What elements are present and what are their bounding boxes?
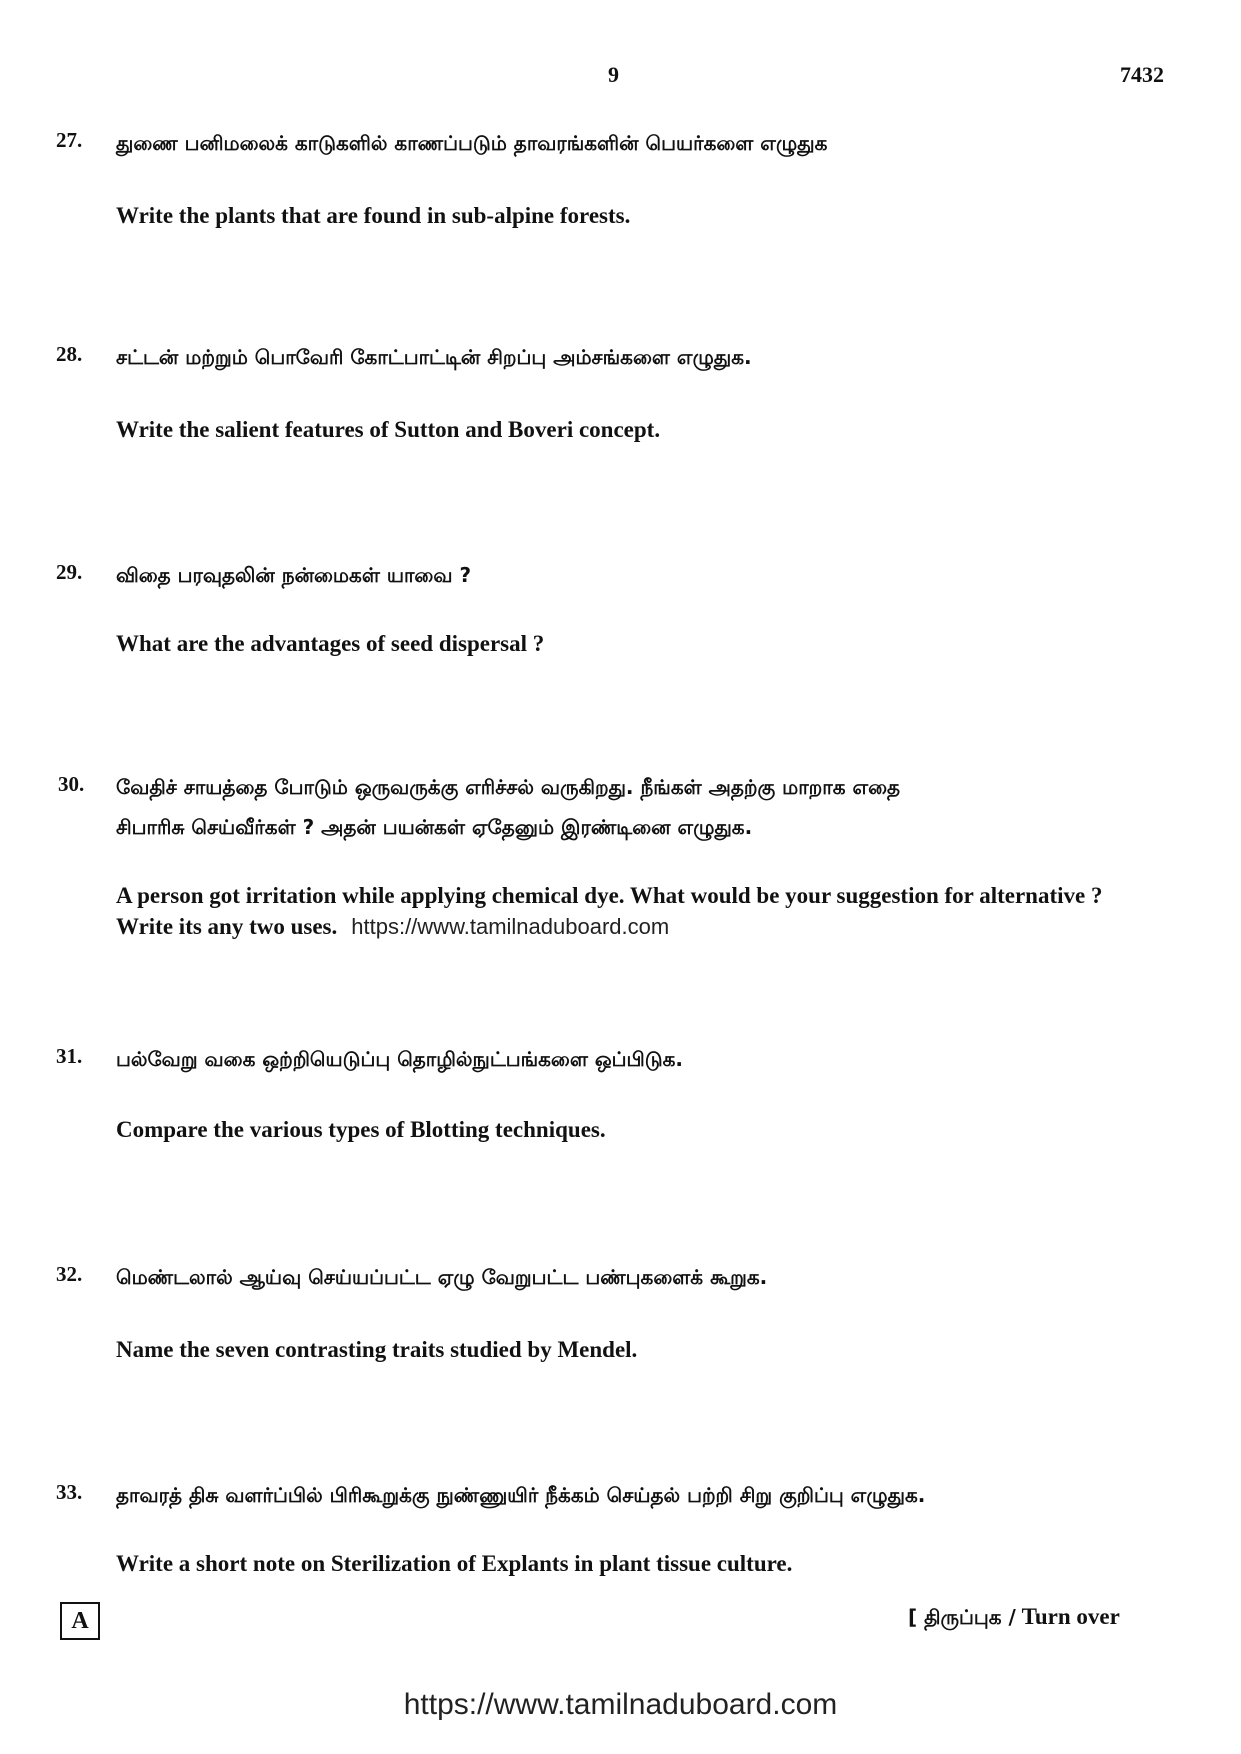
question-text-tamil-line-2: சிபாரிசு செய்வீர்கள் ? அதன் பயன்கள் ஏதேனும் இரண்டினை எழுதுக.: [116, 815, 753, 839]
question-set-label: A: [60, 1602, 100, 1640]
question-text-english-body: A person got irritation while applying chemical dye. What would be your suggestion for alternative ? Write its any two uses.: [116, 883, 1103, 939]
question-number: 27.: [56, 128, 83, 152]
turn-over-note: [908, 1604, 1120, 1632]
question-text-english: Compare the various types of Blotting techniques.: [116, 1117, 606, 1142]
question-text-english: Name the seven contrasting traits studied by Mendel.: [116, 1337, 638, 1362]
question-number: 29.: [56, 560, 83, 584]
question-text-english: [116, 880, 1116, 942]
question-number: 31.: [56, 1044, 83, 1068]
footer-watermark-url: https://www.tamilnaduboard.com: [403, 1688, 838, 1721]
question-text-tamil-line-1: வேதிச் சாயத்தை போடும் ஒருவருக்கு எரிச்சல் வருகிறது. நீங்கள் அதற்கு மாறாக எதை: [116, 775, 901, 799]
question-number: 32.: [56, 1262, 83, 1286]
turn-over-english: Turn over: [1021, 1604, 1120, 1629]
question-text-english: Write the plants that are found in sub-alpine forests.: [116, 203, 631, 228]
question-text-tamil: விதை பரவுதலின் நன்மைகள் யாவை ?: [116, 563, 472, 587]
paper-code: 7432: [1120, 62, 1164, 87]
question-text-tamil: பல்வேறு வகை ஒற்றியெடுப்பு தொழில்நுட்பங்களை ஒப்பிடுக.: [116, 1047, 683, 1071]
question-text-english: What are the advantages of seed dispersal ?: [116, 631, 545, 656]
question-text-tamil: தாவரத் திசு வளர்ப்பில் பிரிகூறுக்கு நுண்ணுயிர் நீக்கம் செய்தல் பற்றி சிறு குறிப்பு எழுதுக.: [116, 1483, 926, 1507]
question-number: 28.: [56, 342, 83, 366]
question-text-english: Write the salient features of Sutton and Boveri concept.: [116, 417, 661, 442]
question-text-tamil: மெண்டலால் ஆய்வு செய்யப்பட்ட ஏழு வேறுபட்ட பண்புகளைக் கூறுக.: [116, 1265, 768, 1289]
inline-watermark-url: https://www.tamilnaduboard.com: [351, 914, 670, 939]
question-text-tamil: சட்டன் மற்றும் பொவேரி கோட்பாட்டின் சிறப்பு அம்சங்களை எழுதுக.: [116, 345, 752, 369]
question-text-english: Write a short note on Sterilization of Explants in plant tissue culture.: [116, 1551, 793, 1576]
question-number: 33.: [56, 1480, 83, 1504]
question-number: 30.: [58, 772, 85, 796]
page-number: 9: [608, 62, 619, 87]
question-text-tamil: துணை பனிமலைக் காடுகளில் காணப்படும் தாவரங்களின் பெயர்களை எழுதுக: [116, 131, 828, 155]
turn-over-tamil: [ திருப்புக /: [908, 1605, 1016, 1629]
